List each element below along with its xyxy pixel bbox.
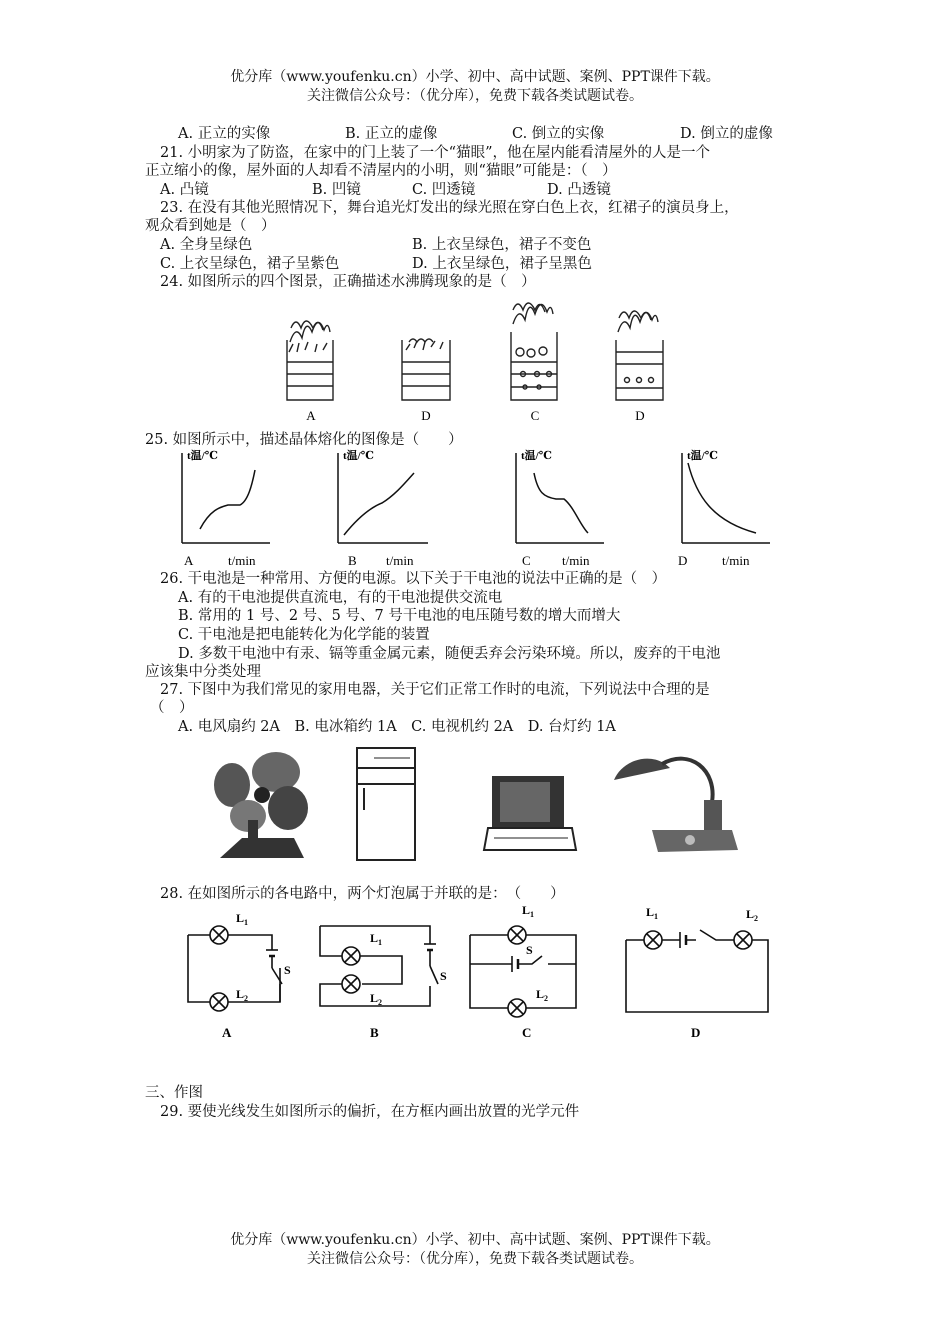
q23-stem-2: 观众看到她是（ ） <box>145 218 276 234</box>
q25-label-b: B <box>348 553 357 568</box>
q25-stem: 25. 如图所示中，描述晶体熔化的图像是（ ） <box>145 432 463 448</box>
television-icon <box>484 776 576 850</box>
q24-label-c: C <box>530 408 540 423</box>
q25-label-d: D <box>678 553 688 568</box>
q25-label-c: C <box>522 553 531 568</box>
q21-stem-2: 正立缩小的像，屋外面的人却看不清屋内的小明，则“猫眼”可能是：（ ） <box>145 163 617 179</box>
q21-stem-1: 21. 小明家为了防盗，在家中的门上装了一个“猫眼”，他在屋内能看清屋外的人是一个 <box>160 145 710 161</box>
q28-label-a: A <box>222 1025 232 1040</box>
header-line-2: 关注微信公众号：（优分库），免费下载各类试题试卷。 <box>307 88 643 104</box>
q24-label-b: D <box>421 408 431 423</box>
q21-option-b: B. 凹镜 <box>312 182 361 198</box>
q25-xlabel-a: t/min <box>228 553 256 568</box>
q28-b-switch-label: S <box>440 969 447 983</box>
footer-line-2: 关注微信公众号：（优分库），免费下载各类试题试卷。 <box>307 1251 643 1267</box>
q29-stem: 29. 要使光线发生如图所示的偏折，在方框内画出放置的光学元件 <box>160 1104 580 1120</box>
q21-option-a: A. 凸镜 <box>160 182 209 198</box>
section-3-title: 三、作图 <box>145 1085 203 1101</box>
q25-xlabel-c: t/min <box>562 553 590 568</box>
q26-option-d-line-2: 应该集中分类处理 <box>145 664 261 680</box>
q26-option-b: B. 常用的 1 号、2 号、5 号、7 号干电池的电压随号数的增大而增大 <box>178 608 621 624</box>
desk-lamp-icon <box>614 759 738 852</box>
q23-option-a: A. 全身呈绿色 <box>160 237 253 253</box>
q27-stem-1: 27. 下图中为我们常见的家用电器，关于它们正常工作时的电流，下列说法中合理的是 <box>160 682 710 698</box>
q28-label-b: B <box>370 1025 379 1040</box>
q27-options: A. 电风扇约 2A B. 电冰箱约 1A C. 电视机约 2A D. 台灯约 1A <box>178 719 616 735</box>
q28-d-l1-label: $L_1$ <box>646 905 659 921</box>
q28-c-l1-label: $L_1$ <box>522 903 535 919</box>
q27-stem-2: （ ） <box>150 700 194 716</box>
q23-stem-1: 23. 在没有其他光照情况下，舞台追光灯发出的绿光照在穿白色上衣，红裙子的演员身上， <box>160 200 739 216</box>
q21-option-c: C. 凹透镜 <box>412 182 476 198</box>
q24-label-d: D <box>635 408 645 423</box>
q28-a-l1-label: $L_1$ <box>236 911 249 927</box>
q25-graphs <box>160 445 800 570</box>
q20-option-b: B. 正立的虚像 <box>345 126 438 142</box>
q28-c-l2-label: $L_2$ <box>536 987 549 1003</box>
q20-option-d: D. 倒立的虚像 <box>680 126 773 142</box>
q25-xlabel-b: t/min <box>386 553 414 568</box>
q28-d-l2-label: $L_2$ <box>746 907 759 923</box>
q28-a-switch-label: S <box>284 963 291 977</box>
q28-b-l2-label: $L_2$ <box>370 991 383 1007</box>
electric-fan-icon <box>214 752 308 858</box>
q28-circuit-diagrams <box>180 900 800 1040</box>
q28-c-switch-label: S <box>526 943 533 957</box>
q28-a-l2-label: $L_2$ <box>236 987 249 1003</box>
q25-label-a: A <box>184 553 194 568</box>
q23-option-d: D. 上衣呈绿色，裙子呈黑色 <box>412 256 592 272</box>
q26-option-d-line-1: D. 多数干电池中有汞、镉等重金属元素，随便丢弃会污染环境。所以，废弃的干电池 <box>178 646 721 662</box>
q23-option-c: C. 上衣呈绿色，裙子呈紫色 <box>160 256 340 272</box>
q23-option-b: B. 上衣呈绿色，裙子不变色 <box>412 237 592 253</box>
header-line-1: 优分库（www.youfenku.cn）小学、初中、高中试题、案例、PPT课件下载。 <box>230 69 720 85</box>
q24-boiling-figures <box>275 290 695 430</box>
q25-xlabel-d: t/min <box>722 553 750 568</box>
q20-option-c: C. 倒立的实像 <box>512 126 605 142</box>
q24-stem: 24. 如图所示的四个图景，正确描述水沸腾现象的是（ ） <box>160 274 536 290</box>
q20-option-a: A. 正立的实像 <box>178 126 271 142</box>
q26-option-a: A. 有的干电池提供直流电，有的干电池提供交流电 <box>178 590 503 606</box>
q25-ylabel-c: t温/℃ <box>521 450 552 462</box>
q26-stem: 26. 干电池是一种常用、方便的电源。以下关于干电池的说法中正确的是（ ） <box>160 571 667 587</box>
q24-label-a: A <box>306 408 316 423</box>
q28-label-d: D <box>691 1025 701 1040</box>
q28-label-c: C <box>522 1025 532 1040</box>
footer-line-1: 优分库（www.youfenku.cn）小学、初中、高中试题、案例、PPT课件下载。 <box>230 1232 720 1248</box>
refrigerator-icon <box>357 748 415 860</box>
q26-option-c: C. 干电池是把电能转化为化学能的装置 <box>178 627 430 643</box>
q27-appliance-images <box>212 740 752 870</box>
q25-ylabel-d: t温/℃ <box>687 450 718 462</box>
q25-ylabel-b: t温/℃ <box>343 450 374 462</box>
q28-b-l1-label: $L_1$ <box>370 931 383 947</box>
q28-stem: 28. 在如图所示的各电路中，两个灯泡属于并联的是： （ ） <box>160 886 565 902</box>
q21-option-d: D. 凸透镜 <box>547 182 611 198</box>
q25-ylabel-a: t温/℃ <box>187 450 218 462</box>
